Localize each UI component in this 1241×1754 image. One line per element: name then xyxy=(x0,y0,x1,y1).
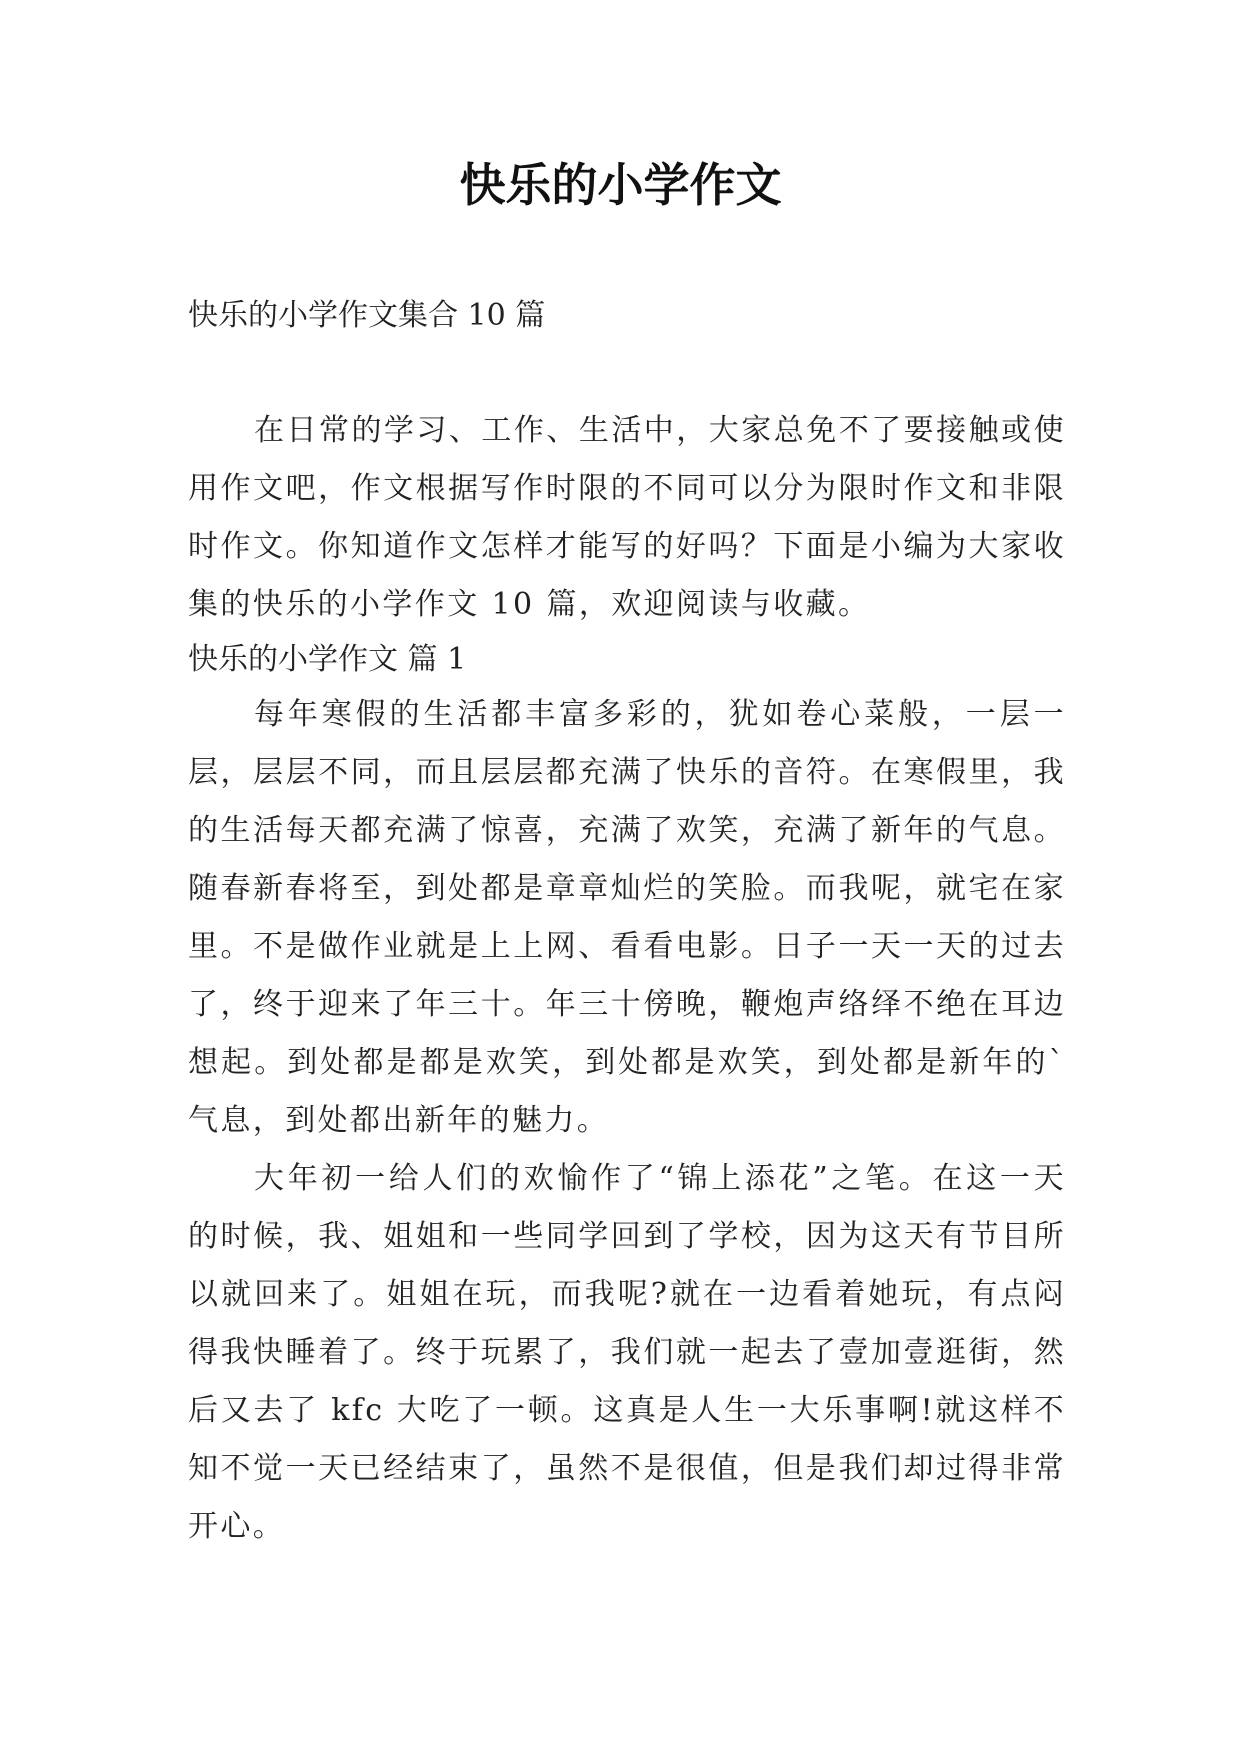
document-subtitle: 快乐的小学作文集合 10 篇 xyxy=(188,298,546,333)
intro-paragraph: 在日常的学习、工作、生活中，大家总免不了要接触或使用作文吧，作文根据写作时限的不同可以分为限时作文和非限时作文。你知道作文怎样才能写的好吗？下面是小编为大家收集的快乐的小学作文 10 篇，欢迎阅读与收藏。 xyxy=(188,413,1066,622)
document-body xyxy=(188,402,1066,1556)
document-title: 快乐的小学作文 xyxy=(459,158,782,212)
body-paragraph-1: 每年寒假的生活都丰富多彩的，犹如卷心菜般，一层一层，层层不同，而且层层都充满了快乐的音符。在寒假里，我的生活每天都充满了惊喜，充满了欢笑，充满了新年的气息。随春新春将至，到处都是章章灿烂的笑脸。而我呢，就宅在家里。不是做作业就是上上网、看看电影。日子一天一天的过去了，终于迎来了年三十。年三十傍晚，鞭炮声络绎不绝在耳边想起。到处都是都是欢笑，到处都是欢笑，到处都是新年的`气息，到处都出新年的魅力。 xyxy=(188,697,1066,1138)
section-heading: 快乐的小学作文 篇 1 xyxy=(188,642,467,677)
body-paragraph-2: 大年初一给人们的欢愉作了“锦上添花”之笔。在这一天的时候，我、姐姐和一些同学回到了学校，因为这天有节目所以就回来了。姐姐在玩，而我呢?就在一边看着她玩，有点闷得我快睡着了。终于玩累了，我们就一起去了壹加壹逛街，然后又去了 kfc 大吃了一顿。这真是人生一大乐事啊!就这样不知不觉一天已经结束了，虽然不是很值，但是我们却过得非常开心。 xyxy=(188,1161,1066,1544)
